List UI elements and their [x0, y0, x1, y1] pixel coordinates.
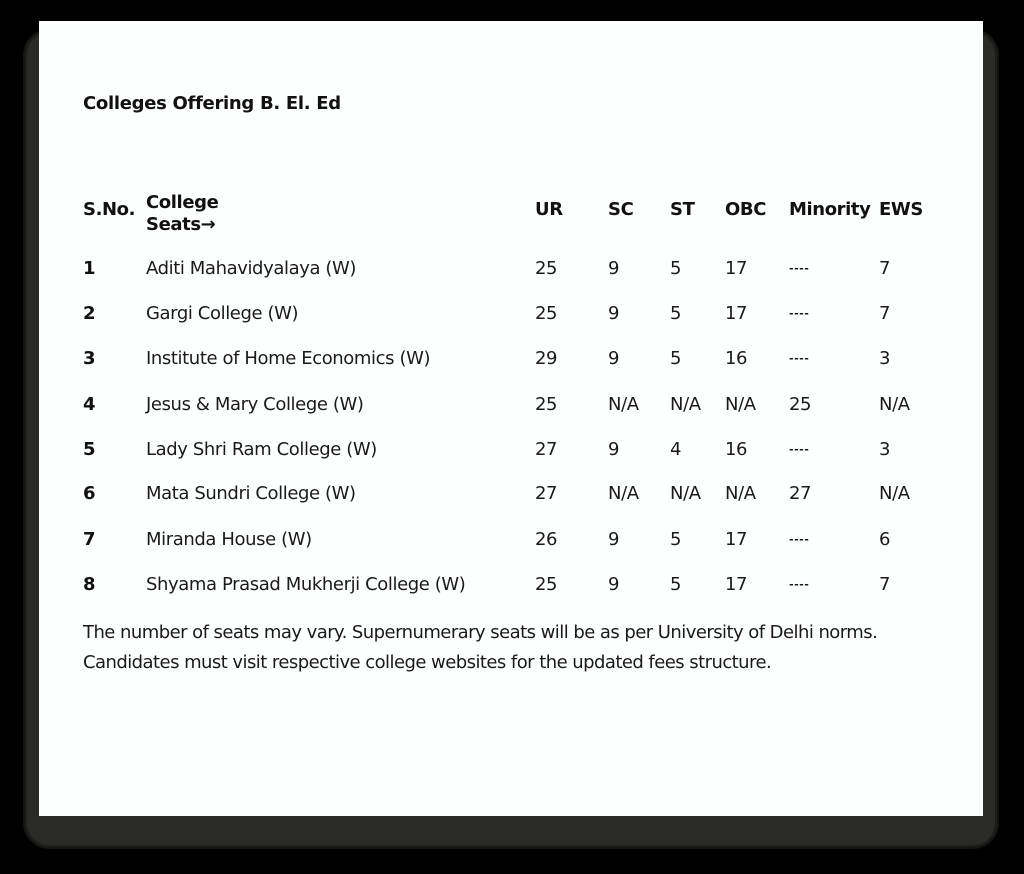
row-ur: 29: [535, 348, 558, 369]
row-sc: 9: [608, 303, 620, 324]
row-sno: 1: [83, 258, 96, 279]
row-st: 5: [670, 258, 682, 279]
row-college: Gargi College (W): [146, 303, 299, 324]
row-ur: 26: [535, 529, 558, 550]
row-college: Lady Shri Ram College (W): [146, 439, 377, 460]
row-ews: 3: [879, 439, 891, 460]
row-ews: 7: [879, 258, 891, 279]
row-st: 5: [670, 303, 682, 324]
row-ews: N/A: [879, 483, 910, 504]
row-ur: 25: [535, 258, 558, 279]
row-sno: 4: [83, 394, 96, 415]
row-college: Miranda House (W): [146, 529, 312, 550]
row-st: 5: [670, 529, 682, 550]
row-sc: 9: [608, 439, 620, 460]
row-ews: 6: [879, 529, 891, 550]
row-sc: N/A: [608, 394, 639, 415]
row-obc: N/A: [725, 394, 756, 415]
row-obc: 17: [725, 303, 748, 324]
row-college: Shyama Prasad Mukherji College (W): [146, 574, 466, 595]
header-ews: EWS: [879, 199, 923, 220]
row-sno: 6: [83, 483, 96, 504]
row-minority: ----: [789, 307, 810, 320]
row-ur: 27: [535, 483, 558, 504]
row-sc: 9: [608, 348, 620, 369]
row-ews: 7: [879, 303, 891, 324]
row-college: Aditi Mahavidyalaya (W): [146, 258, 357, 279]
row-ews: 7: [879, 574, 891, 595]
page-title: Colleges Offering B. El. Ed: [83, 93, 341, 114]
row-st: 5: [670, 574, 682, 595]
row-sc: N/A: [608, 483, 639, 504]
row-college: Jesus & Mary College (W): [146, 394, 364, 415]
row-sno: 3: [83, 348, 96, 369]
row-sno: 5: [83, 439, 96, 460]
row-minority: ----: [789, 533, 810, 546]
row-st: 5: [670, 348, 682, 369]
header-seats: Seats→: [146, 214, 216, 235]
header-ur: UR: [535, 199, 563, 220]
row-obc: 17: [725, 258, 748, 279]
row-obc: 17: [725, 574, 748, 595]
row-ews: N/A: [879, 394, 910, 415]
header-college: College: [146, 192, 219, 213]
row-college: Institute of Home Economics (W): [146, 348, 431, 369]
row-sno: 8: [83, 574, 96, 595]
row-minority: ----: [789, 578, 810, 591]
row-sno: 2: [83, 303, 96, 324]
row-minority: ----: [789, 262, 810, 275]
row-obc: N/A: [725, 483, 756, 504]
row-minority: ----: [789, 443, 810, 456]
row-obc: 17: [725, 529, 748, 550]
header-minority: Minority: [789, 199, 871, 220]
document-card: [39, 21, 983, 816]
row-ews: 3: [879, 348, 891, 369]
row-minority: 27: [789, 483, 812, 504]
row-minority: 25: [789, 394, 812, 415]
row-minority: ----: [789, 352, 810, 365]
row-college: Mata Sundri College (W): [146, 483, 356, 504]
row-sno: 7: [83, 529, 96, 550]
header-st: ST: [670, 199, 695, 220]
row-sc: 9: [608, 529, 620, 550]
row-st: 4: [670, 439, 682, 460]
row-st: N/A: [670, 483, 701, 504]
row-sc: 9: [608, 258, 620, 279]
row-ur: 27: [535, 439, 558, 460]
row-ur: 25: [535, 394, 558, 415]
row-ur: 25: [535, 303, 558, 324]
header-sc: SC: [608, 199, 634, 220]
header-obc: OBC: [725, 199, 767, 220]
row-obc: 16: [725, 439, 748, 460]
header-sno: S.No.: [83, 199, 136, 220]
row-ur: 25: [535, 574, 558, 595]
row-obc: 16: [725, 348, 748, 369]
row-sc: 9: [608, 574, 620, 595]
row-st: N/A: [670, 394, 701, 415]
footer-note: The number of seats may vary. Supernumerary seats will be as per University of Delhi norms. Candidates must visit respective college websites for the updated fees structure.: [83, 622, 878, 673]
